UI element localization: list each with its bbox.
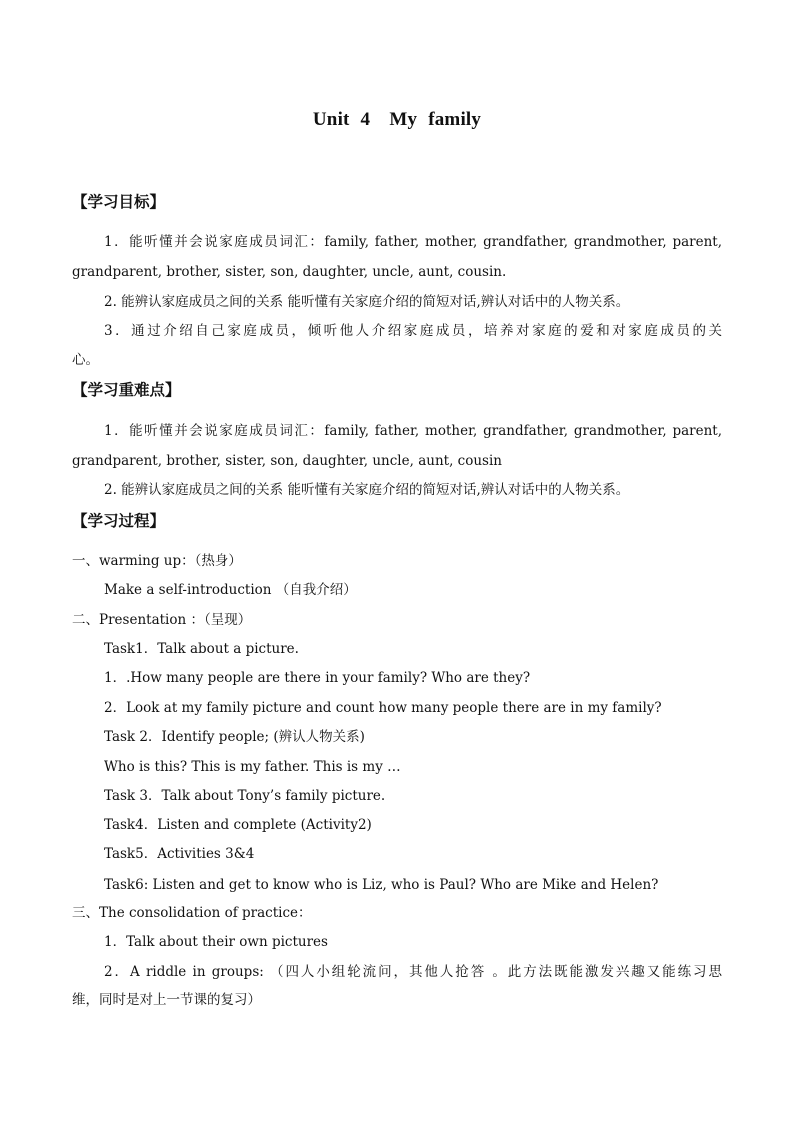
task-5: Task5．Activities 3&4: [104, 846, 255, 862]
process-step-3: 三、The consolidation of practice：: [72, 905, 312, 921]
task-2-example: Who is this? This is my father. This is my …: [104, 759, 401, 775]
task-1-question-1: 1．.How many people are there in your family? Who are they?: [104, 670, 531, 686]
goals-item-1-line-2: grandparent, brother, sister, son, daughter, uncle, aunt, cousin.: [72, 264, 507, 280]
process-step-1: 一、warming up：（热身）: [72, 553, 242, 569]
consolidation-item-2-line-2: 维，同时是对上一节课的复习）: [72, 992, 261, 1008]
goals-item-3-line-1: 3．通过介绍自己家庭成员，倾听他人介绍家庭成员，培养对家庭的爱和对家庭成员的关: [104, 323, 722, 339]
goals-item-1-line-1: 1．能听懂并会说家庭成员词汇：family, father, mother, grandfather, grandmother, parent,: [104, 234, 722, 250]
key-item-1-line-1: 1．能听懂并会说家庭成员词汇：family, father, mother, grandfather, grandmother, parent,: [104, 423, 722, 439]
page-title: Unit 4 My family: [312, 109, 482, 130]
task-1-question-2: 2．Look at my family picture and count how many people there are in my family?: [104, 700, 662, 716]
process-step-1-detail: Make a self-introduction （自我介绍）: [104, 582, 357, 598]
consolidation-item-1: 1．Talk about their own pictures: [104, 934, 328, 950]
section-heading-process: 【学习过程】: [72, 511, 166, 530]
goals-item-2: 2. 能辨认家庭成员之间的关系 能听懂有关家庭介绍的简短对话,辨认对话中的人物关系。: [104, 294, 630, 310]
process-step-2: 二、Presentation ：（呈现）: [72, 612, 252, 628]
key-item-2: 2. 能辨认家庭成员之间的关系 能听懂有关家庭介绍的简短对话,辨认对话中的人物关系。: [104, 482, 630, 498]
key-item-1-line-2: grandparent, brother, sister, son, daughter, uncle, aunt, cousin: [72, 453, 502, 469]
consolidation-item-2-line-1: 2．A riddle in groups: （四人小组轮流问，其他人抢答 。此方法既能激发兴趣又能练习思: [104, 964, 722, 980]
task-1: Task1．Talk about a picture.: [104, 641, 299, 657]
section-heading-goals: 【学习目标】: [72, 192, 166, 211]
task-2: Task 2．Identify people; (辨认人物关系): [104, 729, 365, 745]
section-heading-key-points: 【学习重难点】: [72, 380, 181, 399]
task-4: Task4．Listen and complete (Activity2): [104, 817, 372, 833]
task-6: Task6: Listen and get to know who is Liz, who is Paul? Who are Mike and Helen?: [104, 877, 659, 893]
task-3: Task 3．Talk about Tony’s family picture.: [104, 788, 386, 804]
goals-item-3-line-2: 心。: [72, 352, 99, 368]
